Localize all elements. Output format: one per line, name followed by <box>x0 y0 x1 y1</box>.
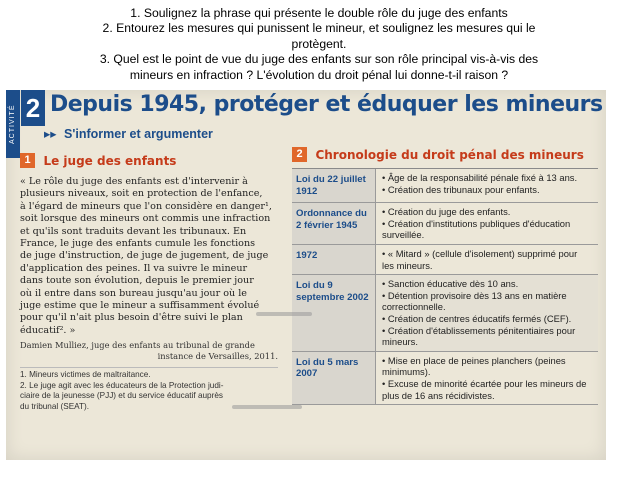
event-line: • Excuse de minorité écartée pour les mineurs de <box>382 377 587 389</box>
quote-line: plusieurs niveaux, soit en protection de l'enfance, <box>20 188 263 200</box>
footnote: ciaire de la jeunesse (PJJ) et du service éducatif auprès <box>20 391 223 401</box>
document-1 <box>20 152 278 412</box>
event-line: • Âge de la responsabilité pénale fixé à 13 ans. <box>382 172 578 183</box>
event-line: mineurs. <box>382 336 418 348</box>
activity-number: 2 <box>21 90 45 126</box>
chronology-row <box>292 275 598 352</box>
chronology-date: Loi du 5 mars 2007 <box>292 352 376 404</box>
activity-title: Depuis 1945, protéger et éduquer les mineurs <box>50 92 603 117</box>
subtitle-text: S'informer et argumenter <box>64 127 213 141</box>
event-line: • Création d'institutions publiques d'éducation <box>382 217 571 229</box>
chronology-row <box>292 169 598 203</box>
doc1-quote <box>20 176 278 337</box>
chronology-events <box>376 352 598 404</box>
quote-line: de juge d'instruction, de juge de jugement, de juge <box>20 250 269 262</box>
event-line: • Création d'établissements pénitentiaires pour <box>382 324 576 336</box>
event-line: • Création des tribunaux pour enfants. <box>382 183 540 195</box>
chronology-row <box>292 352 598 405</box>
event-line: • Mise en place de peines planchers (peines <box>382 354 566 366</box>
chronology-date: Loi du 9 septembre 2002 <box>292 275 376 351</box>
footnote: 2. Le juge agit avec les éducateurs de la Protection judi- <box>20 380 224 390</box>
event-line: • Sanction éducative dès 10 ans. <box>382 278 519 290</box>
pen-scribble <box>256 312 312 316</box>
quote-line: France, le juge des enfants cumule les fonctions <box>20 238 256 250</box>
instruction-line: 2. Entourez les mesures qui punissent le mineur, et soulignez les mesures qui le <box>102 21 536 36</box>
double-arrow-icon: ▸▸ <box>44 127 57 141</box>
activity-side-label: ACTIVITÉ <box>6 90 20 158</box>
quote-line: soit lorsque des mineurs ont commis une infraction <box>20 213 271 225</box>
doc2-title: Chronologie du droit pénal des mineurs <box>315 147 584 162</box>
chronology-table <box>292 168 598 405</box>
textbook-page-photo <box>6 90 606 460</box>
source-line: Damien Mulliez, juge des enfants au tribunal de grande <box>20 340 255 351</box>
chronology-row <box>292 203 598 245</box>
source-line: instance de Versailles, 2011. <box>157 350 278 361</box>
chronology-date: 1972 <box>292 245 376 274</box>
event-line: les mineurs. <box>382 259 433 271</box>
instruction-line: 3. Quel est le point de vue du juge des enfants sur son rôle principal vis-à-vis des <box>99 52 539 67</box>
chronology-row <box>292 245 598 275</box>
event-line: • Détention provisoire dès 13 ans en matière <box>382 289 567 301</box>
chronology-events <box>376 203 598 244</box>
quote-line: où il entre dans son bureau jusqu'au jour où le <box>20 287 247 299</box>
event-line: plus de 16 ans récidivistes. <box>382 389 495 401</box>
quote-line: à l'égard de mineurs que l'on considère en danger¹, <box>20 200 272 212</box>
document-2 <box>292 146 598 405</box>
chronology-events <box>376 245 598 274</box>
instruction-line: protègent. <box>291 36 347 51</box>
pen-scribble <box>232 405 302 409</box>
quote-line: juge estime que le mineur a suffisamment évolué <box>20 300 260 312</box>
quote-line: d'application des peines. Il va suivre le mineur <box>20 262 248 274</box>
quote-line: éducatif². » <box>20 324 76 336</box>
chronology-date: Ordonnance du 2 février 1945 <box>292 203 376 244</box>
footnote: du tribunal (SEAT). <box>20 401 90 411</box>
event-line: minimums). <box>382 366 431 378</box>
event-line: • Création du juge des enfants. <box>382 206 511 218</box>
instructions <box>14 6 624 83</box>
event-line: correctionnelle. <box>382 301 446 313</box>
section-subtitle <box>44 126 213 141</box>
quote-line: dans toute son évolution, depuis le premier jour <box>20 275 254 287</box>
event-line: • Création de centres éducatifs fermés (CEF). <box>382 312 572 324</box>
instruction-line: 1. Soulignez la phrase qui présente le double rôle du juge des enfants <box>130 6 508 20</box>
chronology-date: Loi du 22 juillet 1912 <box>292 169 376 202</box>
chronology-events <box>376 275 598 351</box>
quote-line: et qu'ils sont traduits devant les tribunaux. En <box>20 225 247 237</box>
doc1-number-badge: 1 <box>20 153 35 168</box>
doc1-source <box>20 340 278 361</box>
instruction-line: mineurs en infraction ? L'évolution du droit pénal lui donne-t-il raison ? <box>129 67 509 82</box>
quote-line: pour qu'il n'ait plus besoin d'être suivi le plan <box>20 312 243 324</box>
doc2-number-badge: 2 <box>292 147 307 162</box>
quote-line: « Le rôle du juge des enfants est d'intervenir à <box>20 176 248 187</box>
event-line: surveillée. <box>382 229 425 241</box>
footnote: 1. Mineurs victimes de maltraitance. <box>20 370 151 380</box>
event-line: • « Mitard » (cellule d'isolement) supprimé pour <box>382 247 578 259</box>
chronology-events <box>376 169 598 202</box>
doc1-title: Le juge des enfants <box>43 153 177 168</box>
